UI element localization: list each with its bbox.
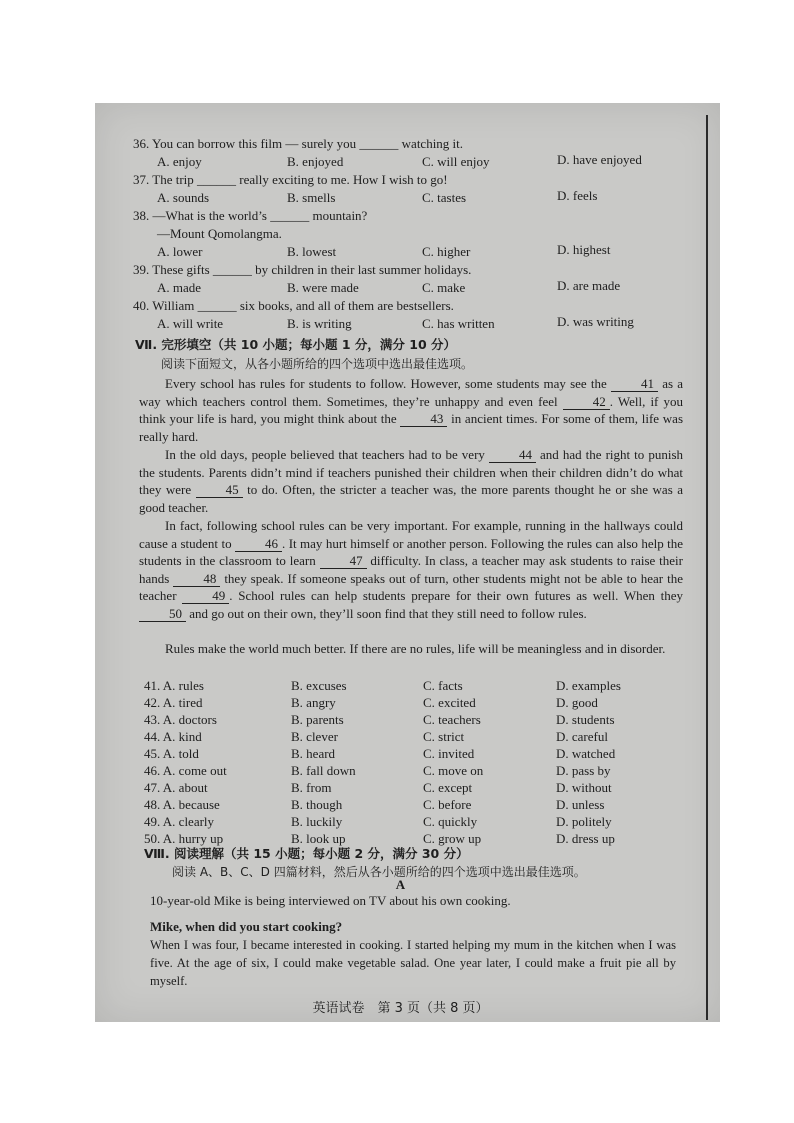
option-38-c: C. higher <box>422 244 471 259</box>
option-39-a: A. made <box>157 280 202 295</box>
blank-44: 44 <box>489 448 536 463</box>
cloze-42-a: 42. A. tired <box>144 695 203 710</box>
cloze-49-b: B. luckily <box>291 814 343 829</box>
question-38: 38. —What is the world’s ______ mountain? <box>133 208 368 223</box>
question-40: 40. William ______ six books, and all of them are bestsellers. <box>133 298 454 313</box>
cloze-41-d: D. examples <box>556 678 621 693</box>
cloze-50-c: C. grow up <box>423 831 482 846</box>
cloze-49-a: 49. A. clearly <box>144 814 215 829</box>
option-36-a: A. enjoy <box>157 154 202 169</box>
option-39-b: B. were made <box>287 280 359 295</box>
section-7-instruction: 阅读下面短文，从各小题所给的四个选项中选出最佳选项。 <box>161 357 474 371</box>
option-37-a: A. sounds <box>157 190 210 205</box>
cloze-48-a: 48. A. because <box>144 797 220 812</box>
passage-label: A <box>395 877 406 892</box>
section-8-title: Ⅷ. 阅读理解（共 15 小题；每小题 2 分，满分 30 分） <box>144 846 469 861</box>
blank-50: 50 <box>139 607 186 622</box>
cloze-44-d: D. careful <box>556 729 608 744</box>
cloze-50-d: D. dress up <box>556 831 615 846</box>
blank-49: 49 <box>182 589 229 604</box>
cloze-45-b: B. heard <box>291 746 336 761</box>
page-footer: 英语试卷 第 3 页（共 8 页） <box>312 1001 489 1016</box>
margin-rule <box>706 115 708 1020</box>
cloze-47-c: C. except <box>423 780 473 795</box>
cloze-42-c: C. excited <box>423 695 476 710</box>
option-40-b: B. is writing <box>287 316 352 331</box>
interview-answer: When I was four, I became interested in cooking. I started helping my mum in the kitchen when I was five. At the age of six, I could make vegetable salad. One year later, I could make a fruit pie all by myself. <box>150 938 676 988</box>
option-38-b: B. lowest <box>287 244 337 259</box>
option-37-b: B. smells <box>287 190 336 205</box>
question-36: 36. You can borrow this film — surely you ______ watching it. <box>133 136 464 151</box>
cloze-41-a: 41. A. rules <box>144 678 204 693</box>
cloze-42-d: D. good <box>556 695 598 710</box>
cloze-48-c: C. before <box>423 797 472 812</box>
cloze-46-d: D. pass by <box>556 763 611 778</box>
option-38-d: D. highest <box>557 242 611 257</box>
cloze-49-d: D. politely <box>556 814 612 829</box>
cloze-47-d: D. without <box>556 780 612 795</box>
option-40-d: D. was writing <box>557 314 634 329</box>
cloze-paragraph-4: Rules make the world much better. If there are no rules, life will be meaningless and in disorder. <box>165 641 666 656</box>
option-39-d: D. are made <box>557 278 621 293</box>
cloze-50-a: 50. A. hurry up <box>144 831 224 846</box>
cloze-44-b: B. clever <box>291 729 338 744</box>
option-37-d: D. feels <box>557 188 598 203</box>
cloze-46-a: 46. A. come out <box>144 763 227 778</box>
blank-47: 47 <box>320 554 367 569</box>
cloze-43-b: B. parents <box>291 712 344 727</box>
cloze-45-d: D. watched <box>556 746 616 761</box>
cloze-45-a: 45. A. told <box>144 746 199 761</box>
cloze-45-c: C. invited <box>423 746 475 761</box>
cloze-48-d: D. unless <box>556 797 605 812</box>
cloze-42-b: B. angry <box>291 695 336 710</box>
option-36-d: D. have enjoyed <box>557 152 642 167</box>
option-40-c: C. has written <box>422 316 495 331</box>
section-7-title: Ⅶ. 完形填空（共 10 小题；每小题 1 分，满分 10 分） <box>135 337 457 352</box>
blank-48: 48 <box>173 572 220 587</box>
cloze-paragraph-1: Every school has rules for students to follow. However, some students may see the 41 as a way which teachers control them. Sometimes, they’re unhappy and even feel 42 . Well, if you think your life is hard, you might think about the 43 in ancient times. For some of them, life was really hard. <box>139 376 684 444</box>
cloze-50-b: B. look up <box>291 831 346 846</box>
question-39: 39. These gifts ______ by children in their last summer holidays. <box>133 262 472 277</box>
cloze-44-a: 44. A. kind <box>144 729 202 744</box>
option-40-a: A. will write <box>157 316 224 331</box>
cloze-47-a: 47. A. about <box>144 780 208 795</box>
blank-42: 42 <box>563 395 610 410</box>
option-38-a: A. lower <box>157 244 203 259</box>
option-36-b: B. enjoyed <box>287 154 344 169</box>
cloze-43-a: 43. A. doctors <box>144 712 217 727</box>
cloze-46-c: C. move on <box>423 763 484 778</box>
cloze-43-c: C. teachers <box>423 712 481 727</box>
section-8-instruction: 阅读 A、B、C、D 四篇材料，然后从各小题所给的四个选项中选出最佳选项。 <box>172 865 586 879</box>
cloze-41-b: B. excuses <box>291 678 347 693</box>
blank-46: 46 <box>235 537 282 552</box>
cloze-49-c: C. quickly <box>423 814 478 829</box>
blank-45: 45 <box>196 483 243 498</box>
cloze-paragraph-2: In the old days, people believed that teachers had to be very 44 and had the right to punish the students. Parents didn’t mind if teachers punished their children when their children didn’t do what they were 45 to do. Often, the stricter a teacher was, the more parents thought he or she was a good teacher. <box>139 447 684 515</box>
cloze-46-b: B. fall down <box>291 763 356 778</box>
question-38-reply: —Mount Qomolangma. <box>157 226 282 241</box>
blank-43: 43 <box>400 412 447 427</box>
blank-41: 41 <box>611 377 658 392</box>
cloze-43-d: D. students <box>556 712 615 727</box>
option-37-c: C. tastes <box>422 190 467 205</box>
cloze-44-c: C. strict <box>423 729 465 744</box>
cloze-paragraph-3: In fact, following school rules can be very important. For example, running in the hallways could cause a student to 46 . It may hurt himself or another person. Following the rules can also help the students in the classroom to learn 47 difficulty. In class, a teacher may ask students to raise their hands 48 they speak. If someone speaks out of turn, other students might not be able to hear the teacher 49 . School rules can help students prepare for their own futures as well. When they 50 and go out on their own, they’ll soon find that they still need to follow rules. <box>139 518 684 621</box>
cloze-47-b: B. from <box>291 780 332 795</box>
option-36-c: C. will enjoy <box>422 154 490 169</box>
option-39-c: C. make <box>422 280 466 295</box>
cloze-48-b: B. though <box>291 797 343 812</box>
exam-page <box>95 103 720 1022</box>
cloze-41-c: C. facts <box>423 678 463 693</box>
interview-question: Mike, when did you start cooking? <box>150 919 343 934</box>
passage-intro: 10-year-old Mike is being interviewed on TV about his own cooking. <box>150 893 511 908</box>
question-37: 37. The trip ______ really exciting to me. How I wish to go! <box>133 172 448 187</box>
